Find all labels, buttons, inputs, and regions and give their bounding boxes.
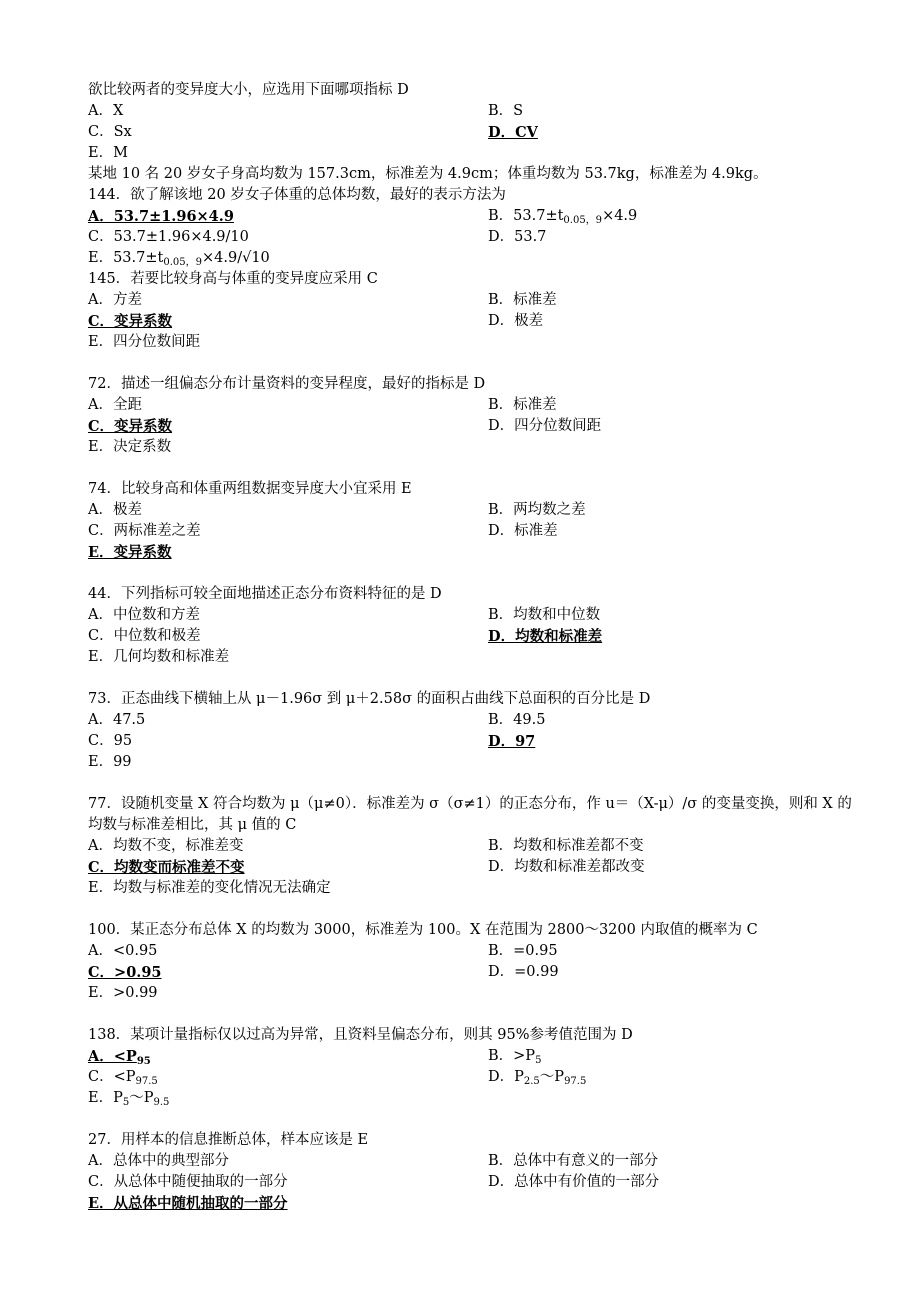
option-row: [88, 857, 888, 878]
option-row: [88, 416, 888, 437]
option-b: B．S: [488, 103, 524, 119]
option-c: C．两标准差之差: [88, 523, 201, 539]
document-page: [88, 80, 888, 1214]
option-c-answer: C．均数变而标准差不变: [88, 859, 245, 876]
option-b: B．49.5: [488, 712, 546, 728]
spacer: [88, 668, 888, 689]
option-b: B．均数和标准差都不变: [488, 838, 644, 854]
option-a: A．中位数和方差: [88, 607, 200, 623]
spacer: [88, 353, 888, 374]
option-e: E．$53.7\pm t_{0.05,9}\times 4.9/√10$: [88, 250, 270, 268]
option-e: E．均数与标准差的变化情况无法确定: [88, 880, 331, 896]
question-stem: 145．若要比较身高与体重的变异度应采用 C: [88, 271, 378, 287]
option-b: B．$53.7\pm t_{0.05,9}\times 4.9$: [488, 208, 638, 226]
question-stem: 欲比较两者的变异度大小，应选用下面哪项指标 D: [88, 82, 409, 98]
option-a: A．方差: [88, 292, 142, 308]
option-c: C．从总体中随便抽取的一部分: [88, 1174, 288, 1190]
option-a: A．总体中的典型部分: [88, 1153, 229, 1169]
option-d-answer: D．均数和标准差: [488, 628, 603, 645]
option-row: [88, 941, 888, 962]
option-e: E．99: [88, 754, 132, 770]
option-a: A．均数不变，标准差变: [88, 838, 244, 854]
option-d: D．均数和标准差都改变: [488, 859, 645, 875]
option-d: D．极差: [488, 313, 544, 329]
option-b: B．标准差: [488, 292, 557, 308]
option-row: [88, 206, 888, 227]
question-stem: 100．某正态分布总体 X 的均数为 3000，标准差为 100。X 在范围为 2800～3200 内取值的概率为 C: [88, 922, 758, 938]
option-row: [88, 311, 888, 332]
context-paragraph: 某地 10 名 20 岁女子身高均数为 157.3cm，标准差为 4.9cm；体重均数为 53.7kg，标准差为 4.9kg。: [88, 166, 768, 182]
option-row: [88, 521, 888, 542]
option-row: [88, 626, 888, 647]
option-row: [88, 605, 888, 626]
option-d: D．53.7: [488, 229, 547, 245]
option-e: E．>0.99: [88, 985, 158, 1001]
option-c: C．Sx: [88, 124, 132, 140]
option-b: B．标准差: [488, 397, 557, 413]
option-row: [88, 395, 888, 416]
option-a: A．X: [88, 103, 124, 119]
option-b: B．总体中有意义的一部分: [488, 1153, 659, 1169]
question-stem: 73．正态曲线下横轴上从 μ－1.96σ 到 μ＋2.58σ 的面积占曲线下总面积的百分比是 D: [88, 691, 651, 707]
spacer: [88, 458, 888, 479]
option-d: D．总体中有价值的一部分: [488, 1174, 660, 1190]
option-a-answer: A．53.7±1.96×4.9: [88, 208, 234, 225]
option-b: B．$>P_5$: [488, 1048, 542, 1066]
question-stem: 27．用样本的信息推断总体，样本应该是 E: [88, 1132, 369, 1148]
question-stem: 74．比较身高和体重两组数据变异度大小宜采用 E: [88, 481, 412, 497]
option-row: [88, 290, 888, 311]
option-row: [88, 962, 888, 983]
option-row: [88, 1046, 888, 1067]
question-stem: 138．某项计量指标仅以过高为异常，且资料呈偏态分布，则其 95%参考值范围为 D: [88, 1027, 633, 1043]
option-row: [88, 500, 888, 521]
option-d-answer: D．CV: [488, 124, 538, 141]
option-c: C．中位数和极差: [88, 628, 201, 644]
question-stem: 77．设随机变量 X 符合均数为 μ（μ≠0）．标准差为 σ（σ≠1）的正态分布，作 u＝（X-μ）/σ 的变量变换，则和 X 的均数与标准差相比，其 μ 值的 C: [88, 796, 852, 833]
option-row: [88, 101, 888, 122]
option-row: [88, 1172, 888, 1193]
option-a: A．<0.95: [88, 943, 158, 959]
option-c-answer: C．变异系数: [88, 313, 173, 330]
option-e-answer: E．从总体中随机抽取的一部分: [88, 1195, 288, 1212]
option-d: D．四分位数间距: [488, 418, 602, 434]
question-stem: 44．下列指标可较全面地描述正态分布资料特征的是 D: [88, 586, 442, 602]
option-d: D．标准差: [488, 523, 558, 539]
option-row: [88, 1151, 888, 1172]
option-c: C．95: [88, 733, 133, 749]
option-c: C．$<P_{97.5}$: [88, 1069, 158, 1087]
question-stem: 144．欲了解该地 20 岁女子体重的总体均数，最好的表示方法为: [88, 187, 506, 203]
option-b: B．=0.95: [488, 943, 558, 959]
option-row: [88, 710, 888, 731]
spacer: [88, 1109, 888, 1130]
question-stem: 72．描述一组偏态分布计量资料的变异程度，最好的指标是 D: [88, 376, 486, 392]
option-c: C．53.7±1.96×4.9/10: [88, 229, 249, 245]
option-c-answer: C．>0.95: [88, 964, 162, 981]
option-e-answer: E．变异系数: [88, 544, 172, 561]
option-row: [88, 836, 888, 857]
option-row: [88, 227, 888, 248]
option-row: [88, 1067, 888, 1088]
option-a: A．极差: [88, 502, 142, 518]
option-e: E．决定系数: [88, 439, 172, 455]
option-b: B．均数和中位数: [488, 607, 601, 623]
spacer: [88, 773, 888, 794]
option-row: [88, 122, 888, 143]
option-d: D．$P_{2.5}\sim P_{97.5}$: [488, 1069, 587, 1087]
option-d-answer: D．97: [488, 733, 536, 750]
option-a: A．全距: [88, 397, 142, 413]
option-row: [88, 731, 888, 752]
spacer: [88, 563, 888, 584]
spacer: [88, 899, 888, 920]
option-e: E．几何均数和标准差: [88, 649, 230, 665]
spacer: [88, 1004, 888, 1025]
option-c-answer: C．变异系数: [88, 418, 173, 435]
option-e: E．四分位数间距: [88, 334, 201, 350]
option-e: E．M: [88, 145, 128, 161]
option-b: B．两均数之差: [488, 502, 586, 518]
option-a: A．47.5: [88, 712, 146, 728]
option-a-answer: A．$<P_{95}$: [88, 1048, 151, 1067]
option-d: D．=0.99: [488, 964, 559, 980]
option-e: E．$P_5\sim P_{9.5}$: [88, 1090, 170, 1108]
